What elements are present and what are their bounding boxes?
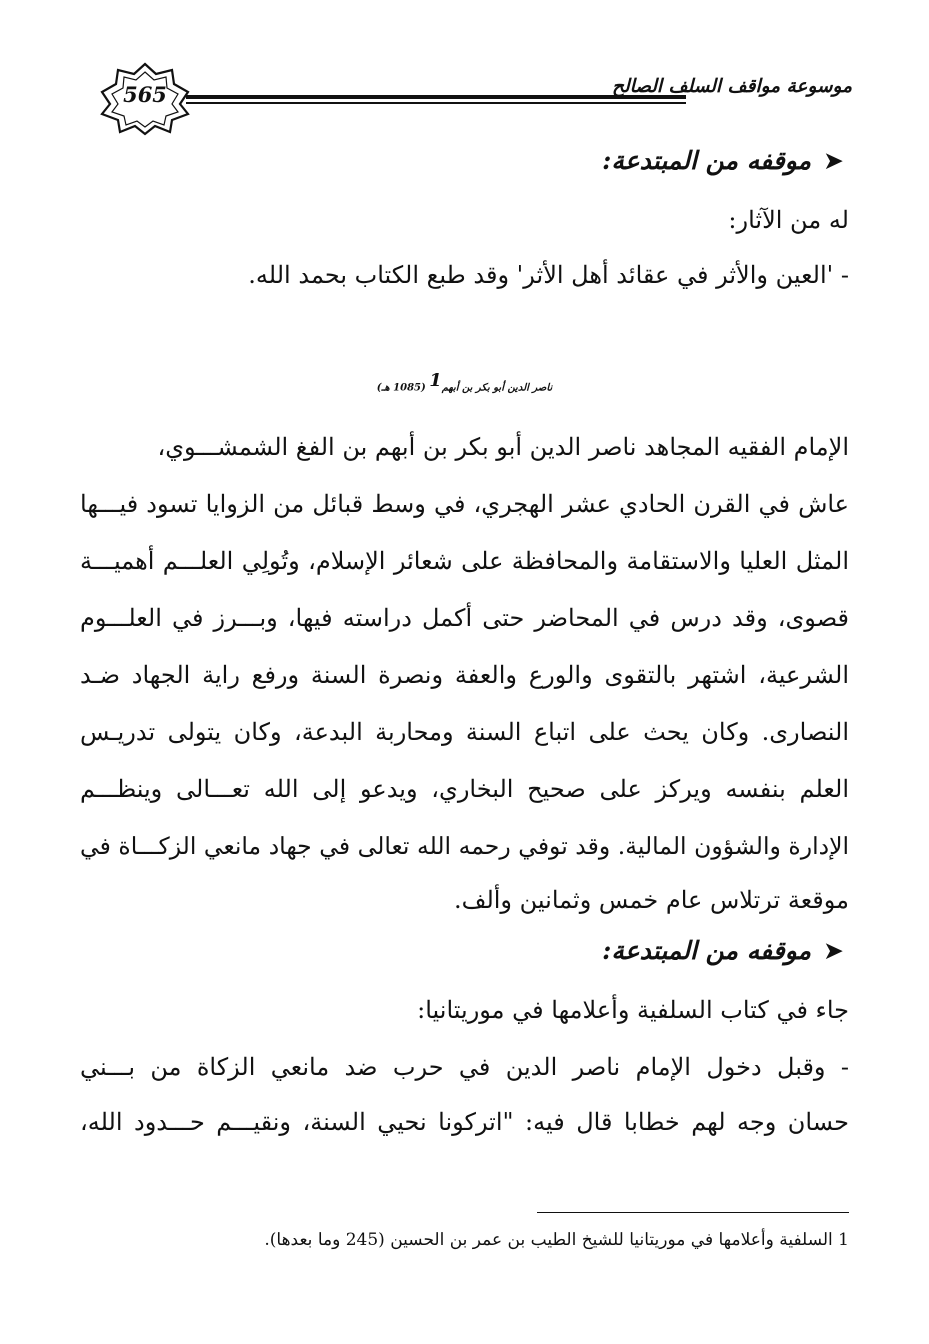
running-title: موسوعة مواقف السلف الصالح — [612, 76, 852, 97]
works-label: له من الآثار: — [728, 206, 849, 234]
bio-line: الإمام الفقيه المجاهد ناصر الدين أبو بكر بن أبهم بن الفغ الشمشـــوي، — [157, 433, 849, 461]
bio-line: المثل العليا والاستقامة والمحافظة على شعائر الإسلام، وتُولِي العلـــم أهميـــة — [80, 547, 849, 575]
page-header — [100, 62, 852, 142]
works-item: - 'العين والأثر في عقائد أهل الأثر' وقد طبع الكتاب بحمد الله. — [248, 261, 849, 289]
section-heading — [602, 934, 844, 968]
bio-title-date: (1085 هـ) — [376, 382, 426, 394]
section-heading — [602, 144, 844, 178]
arrowhead-icon: ➤ — [823, 936, 844, 965]
bio-line: عاش في القرن الحادي عشر الهجري، في وسط قبائل من الزوايا تسود فيـــها — [80, 490, 849, 518]
bio-title — [0, 370, 929, 393]
bio-line: الشرعية، اشتهر بالتقوى والورع والعفة ونصرة السنة ورفع راية الجهاد ضـد — [80, 661, 849, 689]
footnote-ref: 1 — [429, 370, 442, 391]
page-number-badge — [100, 62, 190, 136]
quote-intro: جاء في كتاب السلفية وأعلامها في موريتانيا: — [417, 996, 849, 1024]
section-heading-text: موقفه من المبتدعة: — [602, 936, 812, 965]
page-number: 565 — [123, 82, 167, 107]
bio-line: موقعة ترتلاس عام خمس وثمانين وألف. — [453, 886, 849, 914]
bio-line: العلم بنفسه ويركز على صحيح البخاري، ويدعو إلى الله تعـــالى وينظـــم — [80, 775, 849, 803]
bio-title-name: ناصر الدين أبو بكر بن أبهم — [441, 382, 553, 394]
footnote: 1 السلفية وأعلامها في موريتانيا للشيخ الطيب بن عمر بن الحسين (245 وما بعدها). — [264, 1230, 849, 1250]
bio-line: النصارى. وكان يحث على اتباع السنة ومحاربة البدعة، وكان يتولى تدريـس — [80, 718, 849, 746]
quote-line: حسان وجه لهم خطابا قال فيه: "اتركونا نحيي السنة، ونقيـــم حـــدود الله، — [80, 1108, 849, 1136]
bio-line: قصوى، وقد درس في المحاضر حتى أكمل دراسته فيها، وبـــرز في العلـــوم — [80, 604, 849, 632]
footnote-separator — [537, 1212, 849, 1213]
arrowhead-icon: ➤ — [823, 146, 844, 175]
bio-line: الإدارة والشؤون المالية. وقد توفي رحمه الله تعالى في جهاد مانعي الزكـــاة في — [80, 832, 849, 860]
section-heading-text: موقفه من المبتدعة: — [602, 146, 812, 175]
quote-line: - وقبل دخول الإمام ناصر الدين في حرب ضد مانعي الزكاة من بـــني — [80, 1053, 849, 1081]
header-rule — [186, 95, 686, 107]
